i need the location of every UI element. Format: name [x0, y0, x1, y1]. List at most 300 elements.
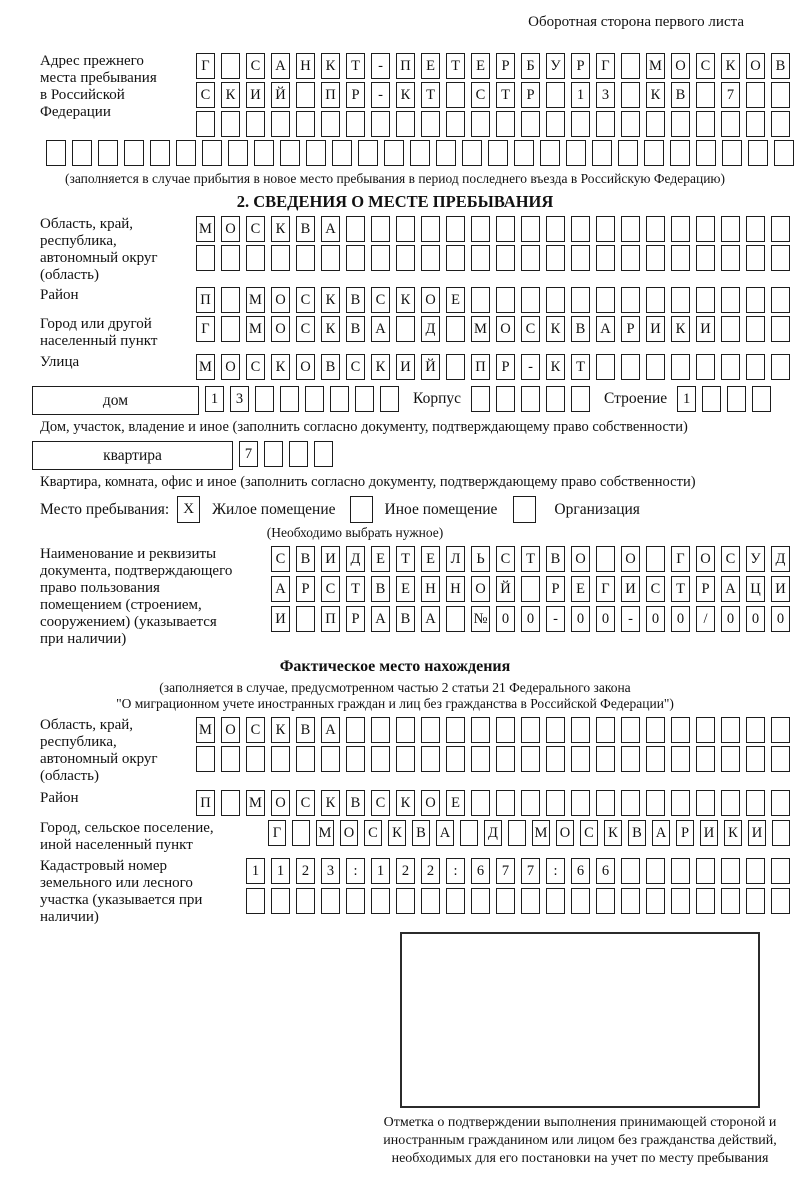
char-cell[interactable]: Ц — [746, 576, 765, 602]
char-cell[interactable] — [371, 746, 390, 772]
char-cell[interactable]: В — [371, 576, 390, 602]
char-cell[interactable] — [696, 717, 715, 743]
char-cell[interactable] — [646, 717, 665, 743]
char-cell[interactable] — [446, 216, 465, 242]
char-cell[interactable]: 2 — [421, 858, 440, 884]
char-cell[interactable]: 0 — [496, 606, 515, 632]
char-cell[interactable] — [446, 82, 465, 108]
char-cell[interactable]: В — [396, 606, 415, 632]
char-cell[interactable]: О — [671, 53, 690, 79]
char-cell[interactable]: О — [271, 790, 290, 816]
char-cell[interactable] — [496, 287, 515, 313]
char-cell[interactable] — [546, 287, 565, 313]
char-cell[interactable]: С — [371, 287, 390, 313]
char-cell[interactable]: М — [532, 820, 550, 846]
char-cell[interactable] — [496, 746, 515, 772]
char-cell[interactable] — [176, 140, 196, 166]
char-cell[interactable] — [246, 111, 265, 137]
char-cell[interactable] — [772, 820, 790, 846]
char-cell[interactable]: К — [271, 354, 290, 380]
char-cell[interactable] — [746, 216, 765, 242]
char-cell[interactable] — [446, 746, 465, 772]
char-cell[interactable]: 7 — [521, 858, 540, 884]
char-cell[interactable] — [546, 82, 565, 108]
char-cell[interactable] — [596, 354, 615, 380]
char-cell[interactable]: А — [321, 717, 340, 743]
char-cell[interactable] — [521, 576, 540, 602]
char-cell[interactable] — [221, 111, 240, 137]
char-cell[interactable]: А — [652, 820, 670, 846]
char-cell[interactable] — [696, 82, 715, 108]
char-cell[interactable]: С — [496, 546, 515, 572]
char-cell[interactable]: О — [471, 576, 490, 602]
char-cell[interactable] — [771, 287, 790, 313]
char-cell[interactable] — [621, 717, 640, 743]
char-cell[interactable] — [296, 111, 315, 137]
char-cell[interactable]: К — [546, 316, 565, 342]
char-cell[interactable]: Р — [696, 576, 715, 602]
char-cell[interactable] — [496, 111, 515, 137]
char-cell[interactable] — [571, 216, 590, 242]
char-cell[interactable]: М — [196, 216, 215, 242]
char-cell[interactable] — [670, 140, 690, 166]
char-cell[interactable] — [746, 354, 765, 380]
char-cell[interactable] — [221, 316, 240, 342]
char-cell[interactable]: С — [580, 820, 598, 846]
char-cell[interactable]: С — [696, 53, 715, 79]
char-cell[interactable] — [671, 888, 690, 914]
char-cell[interactable] — [521, 790, 540, 816]
char-cell[interactable] — [721, 245, 740, 271]
char-cell[interactable]: - — [371, 82, 390, 108]
char-cell[interactable] — [264, 441, 283, 467]
char-cell[interactable] — [646, 546, 665, 572]
char-cell[interactable] — [371, 245, 390, 271]
char-cell[interactable] — [571, 746, 590, 772]
char-cell[interactable]: О — [421, 287, 440, 313]
char-cell[interactable] — [746, 746, 765, 772]
char-cell[interactable]: О — [271, 287, 290, 313]
char-cell[interactable] — [255, 386, 274, 412]
char-cell[interactable]: Е — [471, 53, 490, 79]
char-cell[interactable]: Р — [346, 82, 365, 108]
char-cell[interactable]: Й — [496, 576, 515, 602]
char-cell[interactable]: 7 — [496, 858, 515, 884]
char-cell[interactable]: К — [546, 354, 565, 380]
char-cell[interactable] — [246, 245, 265, 271]
char-cell[interactable]: К — [721, 53, 740, 79]
char-cell[interactable]: И — [321, 546, 340, 572]
char-cell[interactable]: К — [321, 316, 340, 342]
char-cell[interactable]: Р — [521, 82, 540, 108]
char-cell[interactable] — [746, 111, 765, 137]
char-cell[interactable]: 1 — [271, 858, 290, 884]
char-cell[interactable] — [221, 790, 240, 816]
char-cell[interactable] — [254, 140, 274, 166]
char-cell[interactable] — [371, 216, 390, 242]
char-cell[interactable]: / — [696, 606, 715, 632]
char-cell[interactable] — [384, 140, 404, 166]
char-cell[interactable]: К — [396, 287, 415, 313]
char-cell[interactable] — [289, 441, 308, 467]
char-cell[interactable]: 3 — [596, 82, 615, 108]
char-cell[interactable] — [596, 111, 615, 137]
char-cell[interactable] — [746, 790, 765, 816]
char-cell[interactable] — [46, 140, 66, 166]
char-cell[interactable] — [396, 888, 415, 914]
char-cell[interactable] — [521, 386, 540, 412]
char-cell[interactable]: Й — [271, 82, 290, 108]
char-cell[interactable]: : — [446, 858, 465, 884]
char-cell[interactable]: К — [321, 287, 340, 313]
char-cell[interactable] — [221, 53, 240, 79]
char-cell[interactable]: Е — [571, 576, 590, 602]
char-cell[interactable]: Р — [496, 53, 515, 79]
char-cell[interactable]: И — [646, 316, 665, 342]
char-cell[interactable] — [332, 140, 352, 166]
char-cell[interactable]: Т — [346, 53, 365, 79]
char-cell[interactable]: 6 — [471, 858, 490, 884]
char-cell[interactable]: А — [271, 576, 290, 602]
char-cell[interactable] — [721, 316, 740, 342]
char-cell[interactable] — [246, 746, 265, 772]
char-cell[interactable]: Р — [676, 820, 694, 846]
char-cell[interactable]: И — [748, 820, 766, 846]
char-cell[interactable] — [646, 245, 665, 271]
char-cell[interactable] — [228, 140, 248, 166]
char-cell[interactable]: 1 — [205, 386, 224, 412]
char-cell[interactable] — [280, 140, 300, 166]
char-cell[interactable]: 0 — [771, 606, 790, 632]
char-cell[interactable] — [196, 746, 215, 772]
char-cell[interactable] — [196, 245, 215, 271]
char-cell[interactable] — [771, 858, 790, 884]
char-cell[interactable] — [358, 140, 378, 166]
char-cell[interactable] — [696, 287, 715, 313]
char-cell[interactable] — [618, 140, 638, 166]
char-cell[interactable] — [396, 717, 415, 743]
char-cell[interactable] — [771, 717, 790, 743]
char-cell[interactable] — [346, 717, 365, 743]
char-cell[interactable]: О — [621, 546, 640, 572]
char-cell[interactable]: В — [346, 287, 365, 313]
char-cell[interactable]: К — [321, 790, 340, 816]
char-cell[interactable]: Д — [421, 316, 440, 342]
char-cell[interactable]: С — [321, 576, 340, 602]
char-cell[interactable] — [696, 111, 715, 137]
char-cell[interactable] — [721, 746, 740, 772]
char-cell[interactable] — [696, 354, 715, 380]
char-cell[interactable] — [471, 216, 490, 242]
char-cell[interactable]: 3 — [230, 386, 249, 412]
char-cell[interactable]: И — [246, 82, 265, 108]
char-cell[interactable] — [646, 354, 665, 380]
char-cell[interactable] — [696, 858, 715, 884]
char-cell[interactable] — [748, 140, 768, 166]
char-cell[interactable] — [646, 216, 665, 242]
char-cell[interactable] — [696, 746, 715, 772]
char-cell[interactable]: А — [321, 216, 340, 242]
char-cell[interactable] — [471, 245, 490, 271]
char-cell[interactable]: 6 — [571, 858, 590, 884]
char-cell[interactable] — [271, 746, 290, 772]
char-cell[interactable] — [521, 746, 540, 772]
char-cell[interactable]: 1 — [677, 386, 696, 412]
char-cell[interactable] — [202, 140, 222, 166]
char-cell[interactable] — [321, 888, 340, 914]
char-cell[interactable] — [496, 386, 515, 412]
char-cell[interactable] — [221, 287, 240, 313]
char-cell[interactable] — [421, 717, 440, 743]
char-cell[interactable] — [371, 111, 390, 137]
char-cell[interactable] — [571, 888, 590, 914]
char-cell[interactable] — [696, 140, 716, 166]
char-cell[interactable]: В — [628, 820, 646, 846]
char-cell[interactable] — [396, 245, 415, 271]
char-cell[interactable]: И — [396, 354, 415, 380]
char-cell[interactable]: О — [296, 354, 315, 380]
char-cell[interactable]: О — [556, 820, 574, 846]
char-cell[interactable]: Е — [421, 546, 440, 572]
char-cell[interactable] — [521, 287, 540, 313]
char-cell[interactable] — [296, 888, 315, 914]
char-cell[interactable]: Т — [671, 576, 690, 602]
char-cell[interactable]: : — [346, 858, 365, 884]
char-cell[interactable] — [771, 245, 790, 271]
char-cell[interactable]: 1 — [571, 82, 590, 108]
char-cell[interactable] — [721, 790, 740, 816]
char-cell[interactable]: Т — [346, 576, 365, 602]
char-cell[interactable]: О — [696, 546, 715, 572]
char-cell[interactable]: К — [221, 82, 240, 108]
char-cell[interactable] — [355, 386, 374, 412]
char-cell[interactable]: 2 — [396, 858, 415, 884]
char-cell[interactable]: Г — [671, 546, 690, 572]
char-cell[interactable]: В — [296, 717, 315, 743]
char-cell[interactable] — [596, 546, 615, 572]
char-cell[interactable]: А — [421, 606, 440, 632]
char-cell[interactable]: У — [546, 53, 565, 79]
char-cell[interactable] — [771, 790, 790, 816]
char-cell[interactable]: С — [346, 354, 365, 380]
char-cell[interactable] — [746, 287, 765, 313]
char-cell[interactable]: Н — [446, 576, 465, 602]
checkbox-organization[interactable] — [513, 496, 536, 523]
char-cell[interactable] — [596, 287, 615, 313]
char-cell[interactable] — [722, 140, 742, 166]
char-cell[interactable] — [296, 606, 315, 632]
char-cell[interactable] — [696, 245, 715, 271]
char-cell[interactable] — [421, 216, 440, 242]
char-cell[interactable]: К — [396, 790, 415, 816]
char-cell[interactable] — [496, 245, 515, 271]
char-cell[interactable]: 1 — [371, 858, 390, 884]
char-cell[interactable]: П — [196, 790, 215, 816]
char-cell[interactable] — [521, 245, 540, 271]
char-cell[interactable]: К — [388, 820, 406, 846]
char-cell[interactable] — [271, 888, 290, 914]
char-cell[interactable] — [671, 790, 690, 816]
char-cell[interactable] — [727, 386, 746, 412]
char-cell[interactable] — [774, 140, 794, 166]
char-cell[interactable] — [596, 888, 615, 914]
char-cell[interactable] — [446, 888, 465, 914]
char-cell[interactable]: - — [546, 606, 565, 632]
char-cell[interactable]: К — [371, 354, 390, 380]
char-cell[interactable] — [396, 111, 415, 137]
char-cell[interactable] — [746, 245, 765, 271]
char-cell[interactable] — [471, 111, 490, 137]
char-cell[interactable]: Т — [521, 546, 540, 572]
char-cell[interactable] — [566, 140, 586, 166]
char-cell[interactable]: И — [700, 820, 718, 846]
char-cell[interactable] — [596, 746, 615, 772]
char-cell[interactable]: М — [196, 354, 215, 380]
char-cell[interactable]: - — [371, 53, 390, 79]
char-cell[interactable] — [571, 717, 590, 743]
char-cell[interactable] — [496, 790, 515, 816]
char-cell[interactable]: К — [646, 82, 665, 108]
char-cell[interactable] — [410, 140, 430, 166]
char-cell[interactable]: М — [246, 287, 265, 313]
char-cell[interactable]: А — [721, 576, 740, 602]
char-cell[interactable]: 7 — [721, 82, 740, 108]
char-cell[interactable] — [571, 386, 590, 412]
char-cell[interactable] — [292, 820, 310, 846]
char-cell[interactable]: В — [296, 546, 315, 572]
char-cell[interactable]: С — [196, 82, 215, 108]
char-cell[interactable] — [471, 386, 490, 412]
char-cell[interactable] — [771, 746, 790, 772]
char-cell[interactable] — [371, 717, 390, 743]
char-cell[interactable]: 0 — [671, 606, 690, 632]
char-cell[interactable]: М — [316, 820, 334, 846]
char-cell[interactable]: С — [296, 790, 315, 816]
char-cell[interactable] — [396, 216, 415, 242]
char-cell[interactable] — [446, 354, 465, 380]
char-cell[interactable]: - — [621, 606, 640, 632]
char-cell[interactable] — [471, 790, 490, 816]
char-cell[interactable] — [280, 386, 299, 412]
char-cell[interactable]: Т — [396, 546, 415, 572]
char-cell[interactable] — [521, 111, 540, 137]
char-cell[interactable] — [721, 717, 740, 743]
checkbox-residential[interactable]: X — [177, 496, 200, 523]
char-cell[interactable] — [571, 111, 590, 137]
char-cell[interactable]: 3 — [321, 858, 340, 884]
char-cell[interactable] — [396, 316, 415, 342]
char-cell[interactable] — [540, 140, 560, 166]
checkbox-other-premises[interactable] — [350, 496, 373, 523]
char-cell[interactable]: К — [321, 53, 340, 79]
char-cell[interactable]: М — [196, 717, 215, 743]
char-cell[interactable]: П — [321, 606, 340, 632]
char-cell[interactable] — [346, 746, 365, 772]
char-cell[interactable]: Т — [421, 82, 440, 108]
char-cell[interactable] — [271, 111, 290, 137]
char-cell[interactable] — [321, 111, 340, 137]
char-cell[interactable]: К — [271, 717, 290, 743]
char-cell[interactable]: Р — [546, 576, 565, 602]
char-cell[interactable] — [696, 790, 715, 816]
char-cell[interactable]: К — [271, 216, 290, 242]
char-cell[interactable] — [471, 746, 490, 772]
char-cell[interactable] — [296, 82, 315, 108]
char-cell[interactable] — [496, 717, 515, 743]
char-cell[interactable] — [621, 354, 640, 380]
char-cell[interactable]: С — [721, 546, 740, 572]
char-cell[interactable]: Е — [396, 576, 415, 602]
char-cell[interactable] — [221, 245, 240, 271]
char-cell[interactable]: Р — [571, 53, 590, 79]
char-cell[interactable] — [471, 717, 490, 743]
char-cell[interactable]: О — [571, 546, 590, 572]
char-cell[interactable] — [746, 717, 765, 743]
char-cell[interactable]: О — [221, 354, 240, 380]
char-cell[interactable] — [721, 888, 740, 914]
char-cell[interactable] — [546, 888, 565, 914]
char-cell[interactable] — [546, 386, 565, 412]
char-cell[interactable]: И — [621, 576, 640, 602]
char-cell[interactable]: Д — [484, 820, 502, 846]
char-cell[interactable] — [671, 858, 690, 884]
char-cell[interactable]: П — [396, 53, 415, 79]
char-cell[interactable]: С — [246, 53, 265, 79]
char-cell[interactable]: С — [296, 316, 315, 342]
char-cell[interactable] — [621, 287, 640, 313]
char-cell[interactable]: О — [221, 717, 240, 743]
char-cell[interactable] — [596, 717, 615, 743]
char-cell[interactable] — [462, 140, 482, 166]
char-cell[interactable]: П — [321, 82, 340, 108]
char-cell[interactable] — [771, 354, 790, 380]
char-cell[interactable] — [508, 820, 526, 846]
char-cell[interactable]: И — [271, 606, 290, 632]
char-cell[interactable] — [314, 441, 333, 467]
char-cell[interactable] — [671, 354, 690, 380]
char-cell[interactable] — [621, 111, 640, 137]
char-cell[interactable]: Е — [371, 546, 390, 572]
char-cell[interactable] — [644, 140, 664, 166]
char-cell[interactable] — [646, 790, 665, 816]
char-cell[interactable]: С — [364, 820, 382, 846]
char-cell[interactable]: 0 — [746, 606, 765, 632]
char-cell[interactable] — [546, 717, 565, 743]
char-cell[interactable]: Е — [446, 287, 465, 313]
char-cell[interactable]: 0 — [596, 606, 615, 632]
char-cell[interactable]: В — [296, 216, 315, 242]
char-cell[interactable] — [346, 216, 365, 242]
char-cell[interactable]: О — [496, 316, 515, 342]
char-cell[interactable] — [306, 140, 326, 166]
char-cell[interactable] — [621, 245, 640, 271]
char-cell[interactable] — [671, 216, 690, 242]
char-cell[interactable] — [446, 717, 465, 743]
char-cell[interactable] — [321, 746, 340, 772]
char-cell[interactable] — [671, 111, 690, 137]
char-cell[interactable]: С — [646, 576, 665, 602]
char-cell[interactable]: № — [471, 606, 490, 632]
char-cell[interactable] — [571, 790, 590, 816]
char-cell[interactable] — [330, 386, 349, 412]
char-cell[interactable]: - — [521, 354, 540, 380]
char-cell[interactable] — [746, 858, 765, 884]
char-cell[interactable] — [305, 386, 324, 412]
char-cell[interactable]: Т — [571, 354, 590, 380]
char-cell[interactable]: 7 — [239, 441, 258, 467]
char-cell[interactable] — [446, 316, 465, 342]
char-cell[interactable]: Е — [446, 790, 465, 816]
